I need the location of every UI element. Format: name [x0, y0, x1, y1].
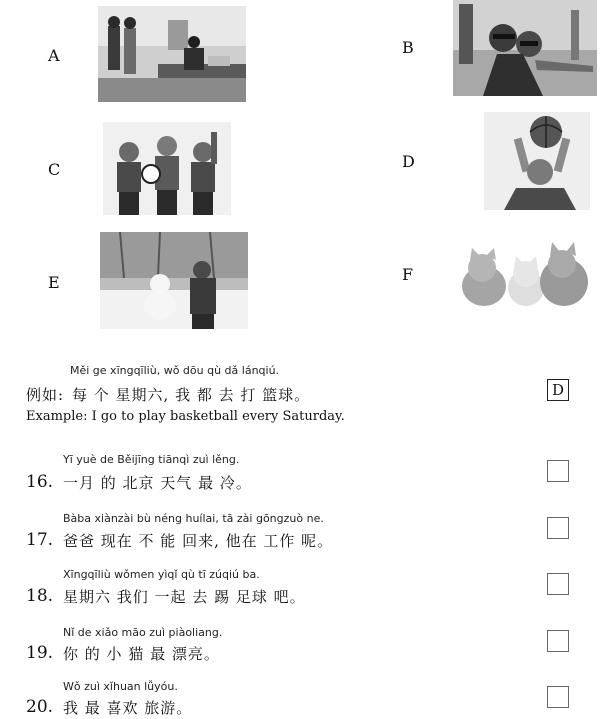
question-20-number: 20. — [26, 697, 54, 717]
question-17-number: 17. — [26, 530, 54, 550]
question-17-pinyin: Bàba xiànzài bù néng huílai, tā zài gōngzuò ne. — [63, 512, 324, 525]
example-prefix: 例如: — [26, 386, 65, 404]
question-16-answer-box[interactable] — [547, 460, 569, 482]
picture-label-d: D — [402, 152, 415, 171]
question-18-hanzi: 星期六 我们 一起 去 踢 足球 吧。 — [63, 588, 306, 606]
example-answer-box: D — [547, 379, 569, 401]
boys-soccer-photo — [103, 122, 231, 215]
question-19-hanzi: 你 的 小 猫 最 漂亮。 — [63, 645, 220, 663]
question-17-hanzi: 爸爸 现在 不 能 回来, 他在 工作 呢。 — [63, 532, 334, 550]
question-16-hanzi: 一月 的 北京 天气 最 冷。 — [63, 474, 252, 492]
question-19-answer-box[interactable] — [547, 630, 569, 652]
question-20-hanzi: 我 最 喜欢 旅游。 — [63, 699, 193, 717]
question-18-answer-box[interactable] — [547, 573, 569, 595]
basketball-player-photo — [484, 112, 590, 210]
question-16-pinyin: Yī yuè de Běijīng tiānqì zuì lěng. — [63, 453, 240, 466]
snow-playing-photo — [100, 232, 248, 329]
question-17-answer-box[interactable] — [547, 517, 569, 539]
question-19-number: 19. — [26, 643, 54, 663]
example-hanzi: 每 个 星期六, 我 都 去 打 篮球。 — [72, 386, 311, 404]
couple-selfie-photo — [453, 0, 597, 96]
question-18-pinyin: Xīngqīliù wǒmen yìqǐ qù tī zúqiú ba. — [63, 568, 260, 581]
example-pinyin: Měi ge xīngqīliù, wǒ dōu qù dǎ lánqiú. — [70, 364, 280, 377]
kittens-photo — [456, 236, 596, 314]
question-18-number: 18. — [26, 586, 54, 606]
picture-label-c: C — [48, 160, 61, 179]
question-20-answer-box[interactable] — [547, 686, 569, 708]
question-20-pinyin: Wǒ zuì xǐhuan lǚyóu. — [63, 680, 178, 693]
picture-label-a: A — [48, 46, 60, 65]
office-meeting-photo — [98, 6, 246, 102]
example-english: Example: I go to play basketball every Saturday. — [26, 409, 345, 424]
question-16-number: 16. — [26, 472, 54, 492]
picture-label-e: E — [48, 273, 60, 292]
question-19-pinyin: Nǐ de xiǎo māo zuì piàoliang. — [63, 626, 223, 639]
picture-label-f: F — [402, 265, 414, 284]
picture-label-b: B — [402, 38, 414, 57]
